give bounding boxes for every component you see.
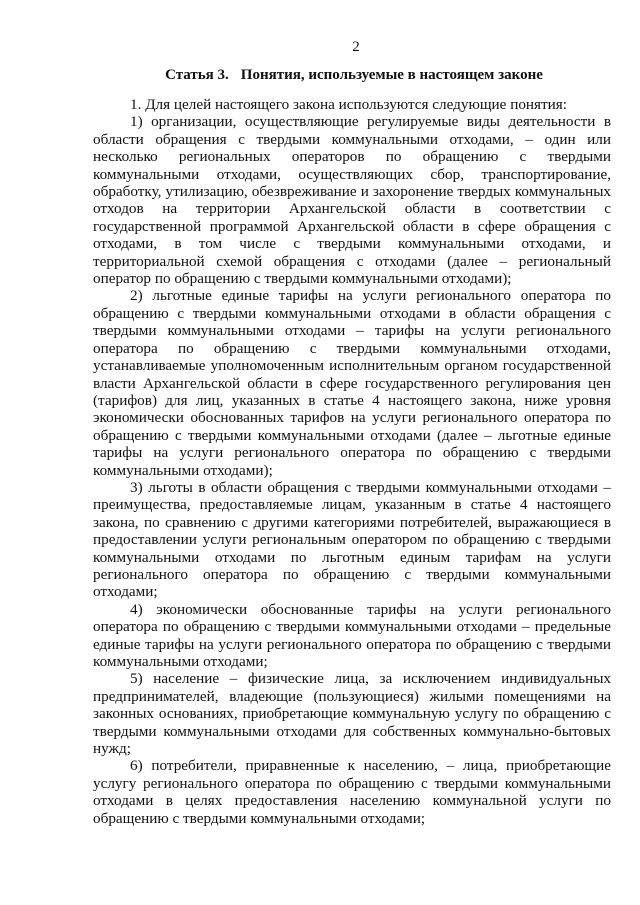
- paragraph-definition-1: 1) организации, осуществляющие регулируемые виды деятельности в области обращения с твердыми коммунальными отходами, – один или несколько региональных операторов по обращению с твердыми коммунальными отходами, осуществляющих сбор, транспортирование, обработку, утилизацию, обезвреживание и захоронение твердых коммунальных отходов на территории Архангельской области в соответствии с государственной программой Архангельской области в сфере обращения с отходами, в том числе с твердыми коммунальными отходами, и территориальной схемой обращения с отходами (далее – региональный оператор по обращению с твердыми коммунальными отходами);: [93, 113, 611, 288]
- paragraph-definition-3: 3) льготы в области обращения с твердыми коммунальными отходами – преимущества, предоставляемые лицам, указанным в статье 4 настоящего закона, по сравнению с другими категориями потребителей, выражающиеся в предоставлении услуги региональным оператором по обращению с твердыми коммунальными отходами по льготным единым тарифам на услуги регионального оператора по обращению с твердыми коммунальными отходами;: [93, 478, 611, 601]
- paragraph-intro: 1. Для целей настоящего закона используются следующие понятия:: [130, 96, 567, 113]
- page-number: 2: [352, 39, 360, 55]
- article-title: Понятия, используемые в настоящем законе: [240, 67, 543, 83]
- paragraph-definition-5: 5) население – физические лица, за исключением индивидуальных предпринимателей, владеющие (пользующиеся) жилыми помещениями на законных основаниях, приобретающие коммунальную услугу по обращению с твердыми коммунальными отходами для собственных коммунально-бытовых нужд;: [93, 670, 611, 758]
- paragraph-definition-2: 2) льготные единые тарифы на услуги регионального оператора по обращению с твердыми коммунальными отходами в области обращения с твердыми коммунальными отходами – тарифы на услуги регионального оператора по обращению с твердыми коммунальными отходами, устанавливаемые уполномоченным исполнительным органом государственной власти Архангельской области в сфере государственного регулирования цен (тарифов) для лиц, указанных в статье 4 настоящего закона, ниже уровня экономически обоснованных тарифов на услуги регионального оператора по обращению с твердыми коммунальными отходами (далее – льготные единые тарифы на услуги регионального оператора по обращению с твердыми коммунальными отходами);: [93, 287, 611, 479]
- article-number: Статья 3.: [165, 67, 229, 83]
- paragraph-definition-6: 6) потребители, приравненные к населению, – лица, приобретающие услугу регионального оператора по обращению с твердыми коммунальными отходами в целях предоставления населению коммунальной услуги по обращению с твердыми коммунальными отходами;: [93, 757, 611, 827]
- document-page: [93, 38, 611, 827]
- paragraph-definition-4: 4) экономически обоснованные тарифы на услуги регионального оператора по обращению с твердыми коммунальными отходами – предельные единые тарифы на услуги регионального оператора по обращению с твердыми коммунальными отходами;: [93, 600, 611, 670]
- article-heading: [93, 66, 611, 84]
- article-body: [93, 96, 611, 827]
